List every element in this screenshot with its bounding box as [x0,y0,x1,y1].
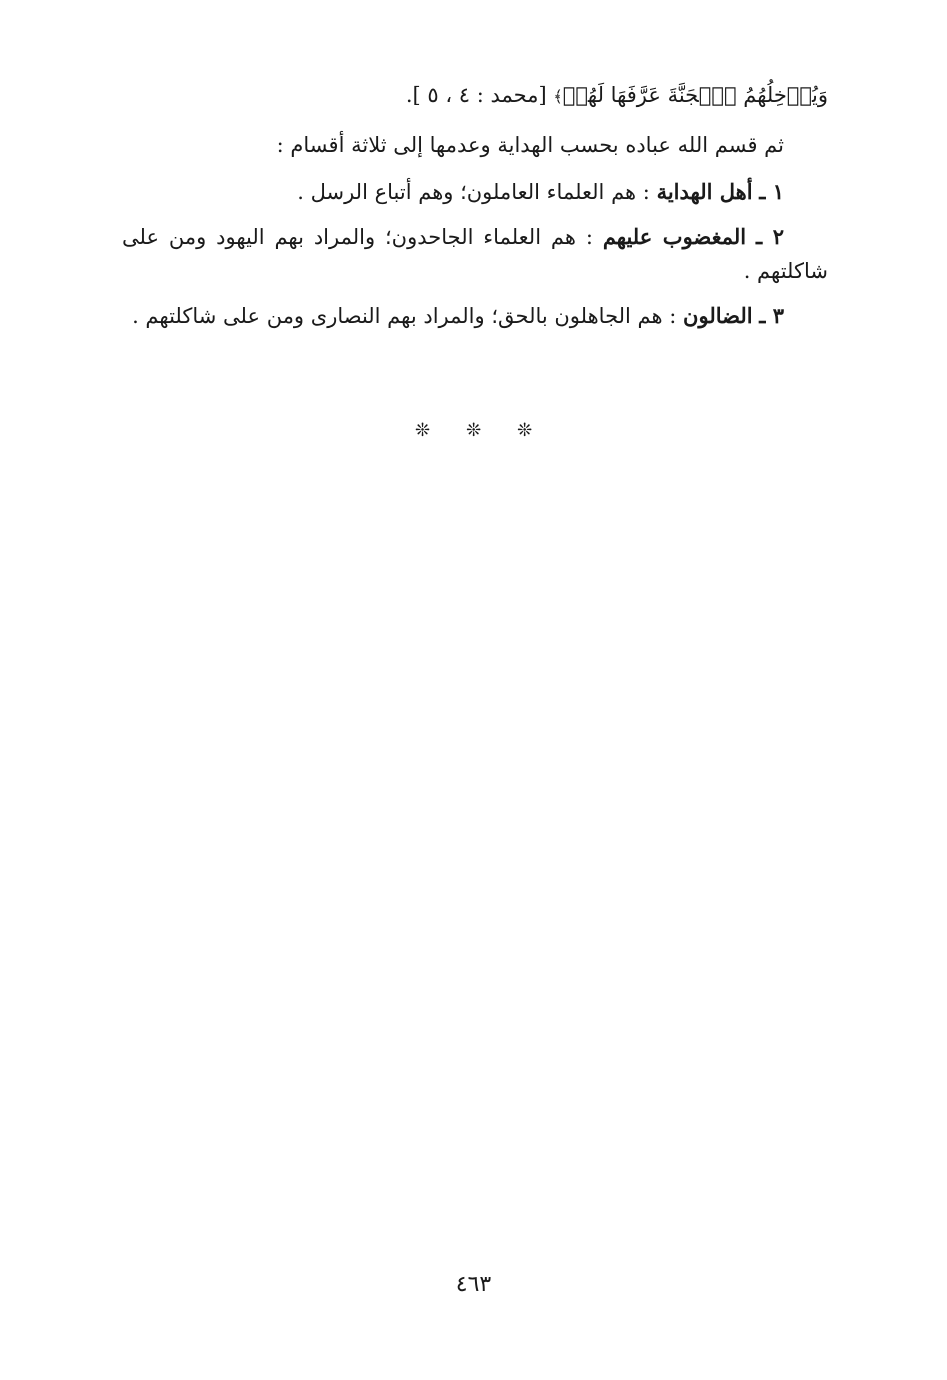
verse-line [122,78,828,114]
item-term: أهل الهداية [656,179,753,204]
list-item-3 [122,299,828,333]
page-body [122,78,828,344]
page-number: ٤٦٣ [455,1272,492,1297]
asterism-icon: ❊ [465,420,482,441]
item-number: ٣ ـ [759,303,784,328]
item-text: : هم العلماء الجاحدون؛ والمراد بهم اليهود ومن على شاكلتهم . [122,225,828,283]
list-item-2 [122,220,828,288]
intro-paragraph: ثم قسم الله عباده بحسب الهداية وعدمها إلى ثلاثة أقسام : [276,133,784,157]
item-term: المغضوب عليهم [602,224,747,249]
asterism-icon: ❊ [414,420,430,441]
item-text: : هم الجاهلون بالحق؛ والمراد بهم النصارى ومن على شاكلتهم . [132,304,677,328]
verse-reference: [محمد : ٤ ، ٥ ]. [405,83,547,107]
item-number: ٢ ـ [756,224,784,249]
verse-close-ornament: ﴾ [553,87,563,106]
quran-verse: وَيُدۡخِلُهُمُ ٱلۡجَنَّةَ عَرَّفَهَا لَهُمۡ [562,83,828,107]
item-term: الضالون [683,303,753,328]
list-item-1 [122,175,828,209]
section-separator [0,420,947,441]
item-text: : هم العلماء العاملون؛ وهم أتباع الرسل . [297,180,650,204]
item-number: ١ ـ [759,179,784,204]
asterism-icon: ❊ [517,420,533,441]
